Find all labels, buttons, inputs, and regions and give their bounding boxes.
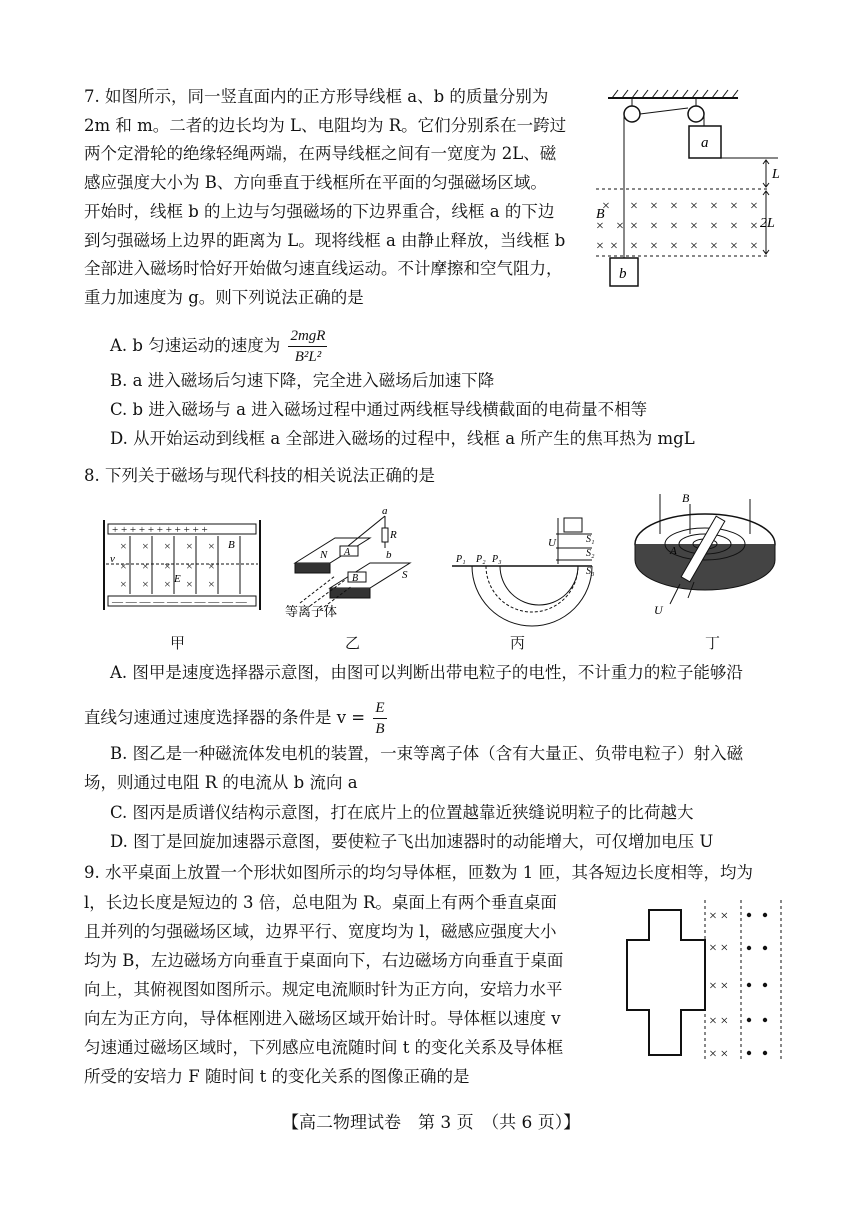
svg-text:×: ×: [142, 539, 149, 553]
svg-text:×: ×: [650, 199, 658, 214]
q7-line: 开始时，线框 b 的上边与匀强磁场的下边界重合，线框 a 的下边: [84, 202, 555, 221]
svg-text:× ×: × ×: [709, 1014, 729, 1029]
svg-text:×: ×: [730, 239, 738, 254]
q7-line: 两个定滑轮的绝缘轻绳两端，在两导线框之间有一宽度为 2L、磁: [84, 144, 557, 163]
svg-text:×: ×: [750, 239, 758, 254]
fraction-denominator: B²L²: [294, 349, 322, 365]
svg-text:×: ×: [670, 199, 678, 214]
q7-option-a-text: A. b 匀速运动的速度为: [110, 336, 281, 355]
svg-text:E: E: [174, 573, 181, 585]
svg-text:×: ×: [750, 199, 758, 214]
svg-text:A: A: [344, 547, 351, 558]
q9-figure: [625, 900, 795, 1060]
svg-text:B: B: [682, 491, 690, 505]
q9-line: 向上，其俯视图如图所示。规定电流顺时针为正方向，安培力水平: [84, 980, 563, 999]
svg-text:× ×: × ×: [709, 979, 729, 994]
q9-line: 9. 水平桌面上放置一个形状如图所示的均匀导体框，匝数为 1 匝，其各短边长度相等，均为: [84, 863, 753, 882]
q9-line: 向左为正方向，导体框刚进入磁场区域开始计时。导体框以速度 v: [84, 1009, 561, 1028]
plasma-label: 等离子体: [285, 604, 338, 619]
svg-text:×: ×: [186, 577, 193, 591]
svg-text:×: ×: [596, 239, 604, 254]
svg-text:× ×: × ×: [709, 1047, 729, 1062]
svg-text:S₂: S₂: [586, 548, 595, 559]
svg-text:×: ×: [730, 199, 738, 214]
gap-L-label: L: [772, 167, 780, 182]
svg-text:× ×: × ×: [709, 941, 729, 956]
q7-line: 2m 和 m。二者的边长均为 L、电阻均为 R。它们分别系在一跨过: [84, 116, 567, 135]
svg-text:×: ×: [710, 219, 718, 234]
svg-text:S₃: S₃: [586, 566, 595, 577]
fraction: [288, 326, 327, 367]
field-crosses-left: [709, 909, 728, 1062]
svg-text:B: B: [228, 539, 235, 551]
svg-text:×: ×: [610, 239, 618, 254]
svg-text:×: ×: [670, 239, 678, 254]
page-footer: 【高二物理试卷 第 3 页 （共 6 页）】: [282, 1113, 581, 1133]
fraction-numerator: 2mgR: [288, 326, 327, 347]
svg-text:×: ×: [186, 559, 193, 573]
svg-text:U: U: [548, 537, 556, 549]
svg-text:×: ×: [630, 239, 638, 254]
q7-option-a[interactable]: [110, 326, 330, 367]
field-dots-right: [747, 913, 767, 1055]
svg-text:×: ×: [670, 219, 678, 234]
q9-line: 所受的安培力 F 随时间 t 的变化关系的图像正确的是: [84, 1067, 470, 1086]
q9-line: 均为 B，左边磁场方向垂直于桌面向下，右边磁场方向垂直于桌面: [84, 951, 564, 970]
svg-text:×: ×: [630, 199, 638, 214]
svg-text:×: ×: [602, 199, 610, 214]
caption-yi: 乙: [345, 634, 361, 652]
q8-stem: 8. 下列关于磁场与现代科技的相关说法正确的是: [84, 466, 435, 485]
svg-text:v: v: [110, 553, 115, 565]
svg-text:×: ×: [730, 219, 738, 234]
caption-bing: 丙: [510, 634, 526, 652]
svg-text:×: ×: [650, 219, 658, 234]
svg-text:× ×: × ×: [709, 909, 729, 924]
svg-text:×: ×: [164, 539, 171, 553]
q7-option-d[interactable]: D. 从开始运动到线框 a 全部进入磁场的过程中，线框 a 所产生的焦耳热为 mgL: [110, 429, 695, 448]
svg-text:a: a: [382, 505, 388, 517]
svg-text:S₁: S₁: [586, 534, 595, 545]
svg-text:×: ×: [164, 559, 171, 573]
q8-figure-bing: [452, 508, 602, 618]
svg-text:P₃: P₃: [492, 554, 502, 565]
q7-figure: [588, 86, 788, 296]
q9-line: 且并列的匀强磁场区域，边界平行、宽度均为 l，磁感应强度大小: [84, 922, 557, 941]
svg-text:— — — — — — — — — —: — — — — — — — — — —: [112, 596, 247, 608]
q8-option-b-line1[interactable]: B. 图乙是一种磁流体发电机的装置，一束等离子体（含有大量正、负带电粒子）射入磁: [110, 744, 744, 763]
q7-line: 全部进入磁场时恰好开始做匀速直线运动。不计摩擦和空气阻力，: [84, 259, 563, 278]
q9-line: l，长边长度是短边的 3 倍，总电阻为 R。桌面上有两个垂直桌面: [84, 893, 557, 912]
width-2L-label: 2L: [760, 216, 775, 231]
q7-option-c[interactable]: C. b 进入磁场与 a 进入磁场过程中通过两线框导线横截面的电荷量不相等: [110, 400, 648, 419]
svg-text:N: N: [320, 549, 328, 561]
q7-option-b[interactable]: B. a 进入磁场后匀速下降，完全进入磁场后加速下降: [110, 371, 495, 390]
svg-text:×: ×: [186, 539, 193, 553]
frame-b-label: b: [619, 266, 627, 282]
q8-figure-yi: [285, 505, 430, 619]
svg-text:×: ×: [710, 239, 718, 254]
q8-option-b-line2[interactable]: 场，则通过电阻 R 的电流从 b 流向 a: [84, 773, 358, 792]
svg-text:×: ×: [142, 559, 149, 573]
q8-figure-jia: [100, 520, 270, 620]
svg-text:×: ×: [596, 219, 604, 234]
q8-option-a-text: 直线匀速通过速度选择器的条件是 v =: [84, 708, 366, 727]
svg-text:×: ×: [208, 539, 215, 553]
q7-line: 到匀强磁场上边界的距离为 L。现将线框 a 由静止释放，当线框 b: [84, 231, 566, 250]
q7-line: 7. 如图所示，同一竖直面内的正方形导线框 a、b 的质量分别为: [84, 87, 549, 106]
svg-text:b: b: [386, 549, 392, 561]
q8-option-a-line2[interactable]: [84, 698, 390, 739]
q7-line: 重力加速度为 g。则下列说法正确的是: [84, 288, 364, 307]
caption-ding: 丁: [705, 634, 721, 652]
svg-text:×: ×: [650, 239, 658, 254]
svg-text:×: ×: [142, 577, 149, 591]
svg-text:×: ×: [710, 199, 718, 214]
svg-text:×: ×: [750, 219, 758, 234]
q8-option-c[interactable]: C. 图丙是质谱仪结构示意图，打在底片上的位置越靠近狭缝说明粒子的比荷越大: [110, 803, 694, 822]
q8-option-d[interactable]: D. 图丁是回旋加速器示意图，要使粒子飞出加速器时的动能增大，可仅增加电压 U: [110, 832, 714, 851]
svg-text:×: ×: [208, 577, 215, 591]
svg-text:U: U: [654, 603, 663, 617]
svg-text:×: ×: [120, 539, 127, 553]
frame-a-label: a: [701, 135, 709, 151]
svg-text:×: ×: [690, 239, 698, 254]
fraction-numerator: E: [373, 698, 386, 719]
svg-text:×: ×: [164, 577, 171, 591]
svg-text:P₁: P₁: [456, 554, 466, 565]
svg-text:A: A: [670, 545, 677, 557]
field-B-label: B: [596, 207, 605, 222]
svg-text:R: R: [390, 529, 397, 541]
svg-text:×: ×: [690, 199, 698, 214]
fraction: [373, 698, 386, 739]
svg-text:×: ×: [120, 559, 127, 573]
q7-line: 感应强度大小为 B、方向垂直于线框所在平面的匀强磁场区域。: [84, 173, 547, 192]
svg-text:×: ×: [120, 577, 127, 591]
svg-text:×: ×: [630, 219, 638, 234]
svg-text:×: ×: [208, 559, 215, 573]
q8-option-a-line1[interactable]: A. 图甲是速度选择器示意图，由图可以判断出带电粒子的电性，不计重力的粒子能够沿: [110, 663, 743, 682]
fraction-denominator: B: [375, 721, 385, 737]
q8-figure-ding: [630, 491, 780, 617]
svg-text:S: S: [402, 569, 408, 581]
svg-text:×: ×: [616, 219, 624, 234]
q9-line: 匀速通过磁场区域时，下列感应电流随时间 t 的变化关系及导体框: [84, 1038, 564, 1057]
svg-text:+ + + + + + + + + + +: + + + + + + + + + + +: [112, 524, 208, 536]
caption-jia: 甲: [170, 634, 186, 652]
svg-text:P₂: P₂: [476, 554, 486, 565]
svg-text:B: B: [352, 573, 359, 584]
svg-text:×: ×: [690, 219, 698, 234]
magnetic-field-crosses: [596, 199, 758, 254]
